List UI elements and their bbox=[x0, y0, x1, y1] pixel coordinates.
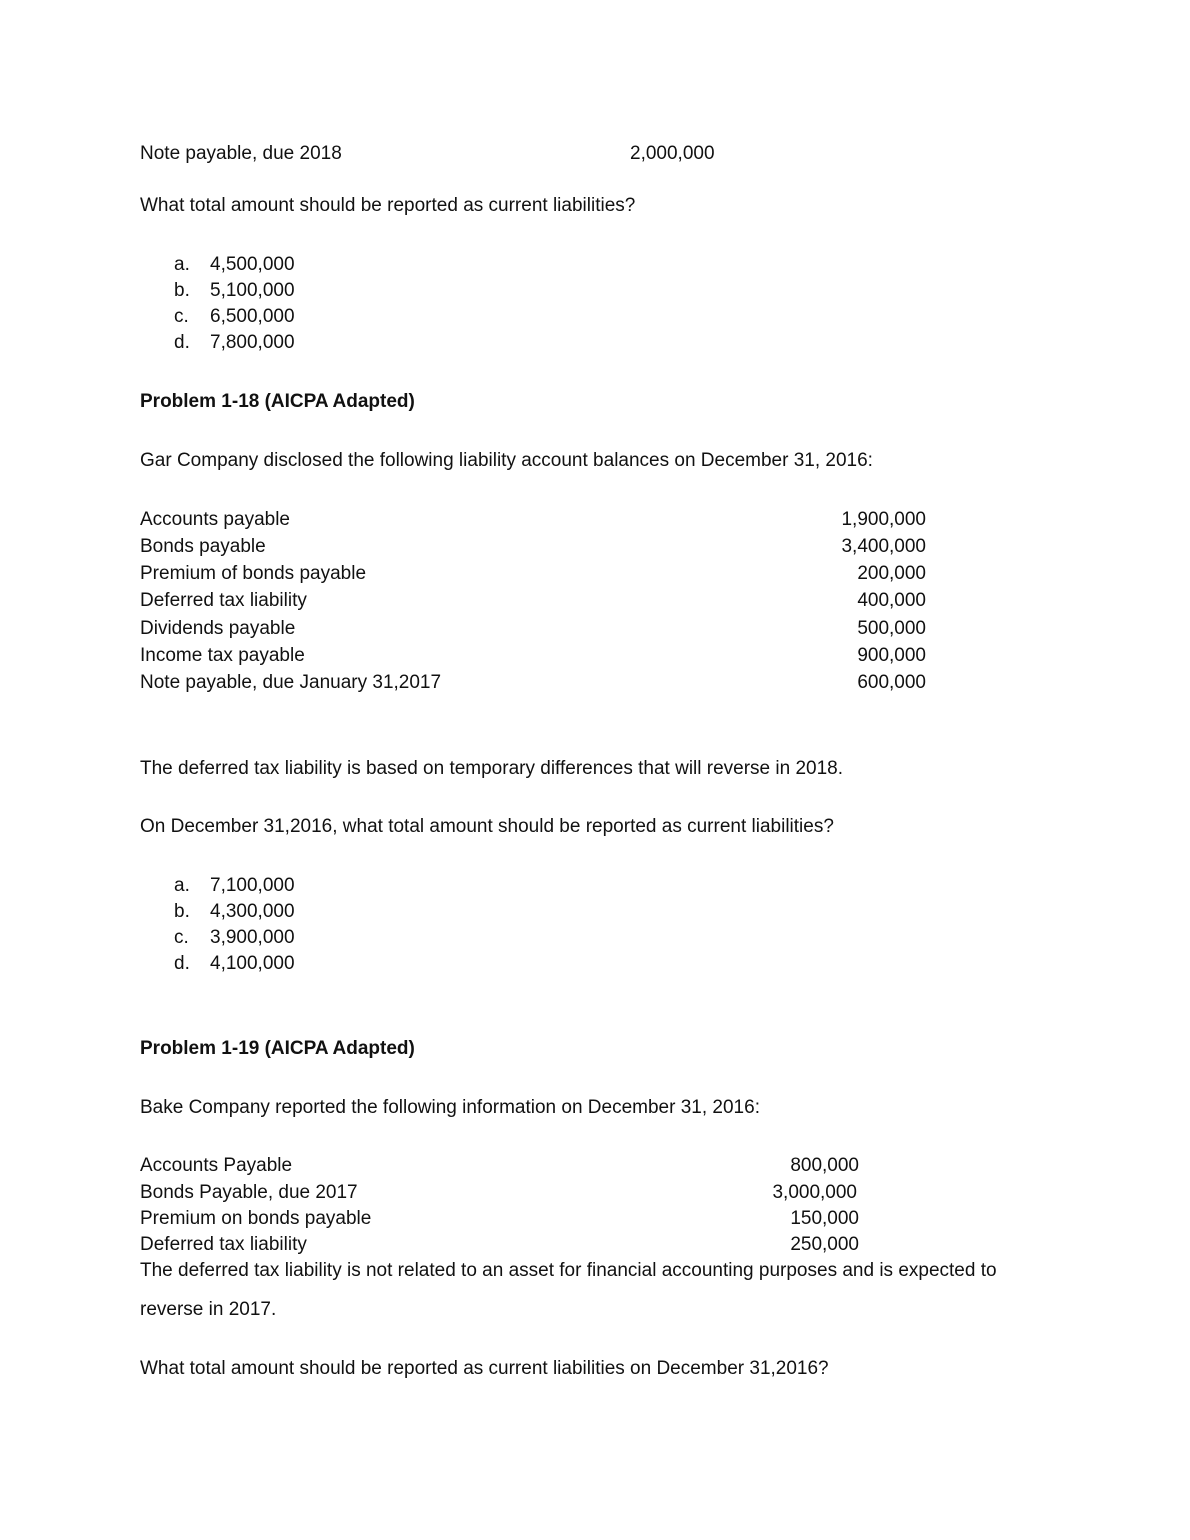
problem-heading: Problem 1-18 (AICPA Adapted) bbox=[140, 391, 415, 412]
problem-heading: Problem 1-19 (AICPA Adapted) bbox=[140, 1038, 415, 1059]
note-text-continued: reverse in 2017. bbox=[140, 1299, 277, 1320]
row-label: Bonds Payable, due 2017 bbox=[140, 1182, 358, 1203]
row-label: Premium on bonds payable bbox=[140, 1208, 372, 1229]
row-label: Deferred tax liability bbox=[140, 1234, 307, 1255]
row-label: Income tax payable bbox=[140, 645, 305, 666]
option-letter: a. bbox=[174, 254, 190, 275]
option-value: 6,500,000 bbox=[210, 306, 295, 327]
option-letter: c. bbox=[174, 927, 189, 948]
option-value: 4,100,000 bbox=[210, 953, 295, 974]
question-text: What total amount should be reported as current liabilities on December 31,2016? bbox=[140, 1358, 829, 1379]
option-letter: d. bbox=[174, 332, 190, 353]
option-value: 7,800,000 bbox=[210, 332, 295, 353]
option-letter: c. bbox=[174, 306, 189, 327]
row-value: 3,000,000 bbox=[772, 1182, 857, 1203]
option-value: 4,300,000 bbox=[210, 901, 295, 922]
row-value: 1,900,000 bbox=[841, 509, 926, 530]
note-payable-label: Note payable, due 2018 bbox=[140, 143, 342, 164]
question-text: What total amount should be reported as current liabilities? bbox=[140, 195, 636, 216]
note-payable-value: 2,000,000 bbox=[630, 143, 715, 164]
row-label: Bonds payable bbox=[140, 536, 266, 557]
option-letter: b. bbox=[174, 280, 190, 301]
option-letter: b. bbox=[174, 901, 190, 922]
row-value: 900,000 bbox=[857, 645, 926, 666]
option-value: 3,900,000 bbox=[210, 927, 295, 948]
question-text: On December 31,2016, what total amount should be reported as current liabilities? bbox=[140, 816, 834, 837]
row-label: Accounts payable bbox=[140, 509, 290, 530]
row-value: 400,000 bbox=[857, 590, 926, 611]
row-label: Deferred tax liability bbox=[140, 590, 307, 611]
row-label: Premium of bonds payable bbox=[140, 563, 367, 584]
row-value: 600,000 bbox=[857, 672, 926, 693]
row-value: 200,000 bbox=[857, 563, 926, 584]
row-label: Accounts Payable bbox=[140, 1155, 293, 1176]
row-value: 150,000 bbox=[790, 1208, 859, 1229]
problem-intro: Bake Company reported the following information on December 31, 2016: bbox=[140, 1097, 760, 1118]
option-letter: d. bbox=[174, 953, 190, 974]
option-value: 4,500,000 bbox=[210, 254, 295, 275]
row-value: 800,000 bbox=[790, 1155, 859, 1176]
option-letter: a. bbox=[174, 875, 190, 896]
row-value: 500,000 bbox=[857, 618, 926, 639]
option-value: 5,100,000 bbox=[210, 280, 295, 301]
row-label: Dividends payable bbox=[140, 618, 296, 639]
row-label: Note payable, due January 31,2017 bbox=[140, 672, 442, 693]
note-text: The deferred tax liability is based on temporary differences that will reverse in 2018. bbox=[140, 758, 844, 779]
problem-intro: Gar Company disclosed the following liability account balances on December 31, 2016: bbox=[140, 450, 873, 471]
row-value: 250,000 bbox=[790, 1234, 859, 1255]
note-text: The deferred tax liability is not related to an asset for financial accounting purposes and is expected to bbox=[140, 1260, 997, 1281]
row-value: 3,400,000 bbox=[841, 536, 926, 557]
option-value: 7,100,000 bbox=[210, 875, 295, 896]
